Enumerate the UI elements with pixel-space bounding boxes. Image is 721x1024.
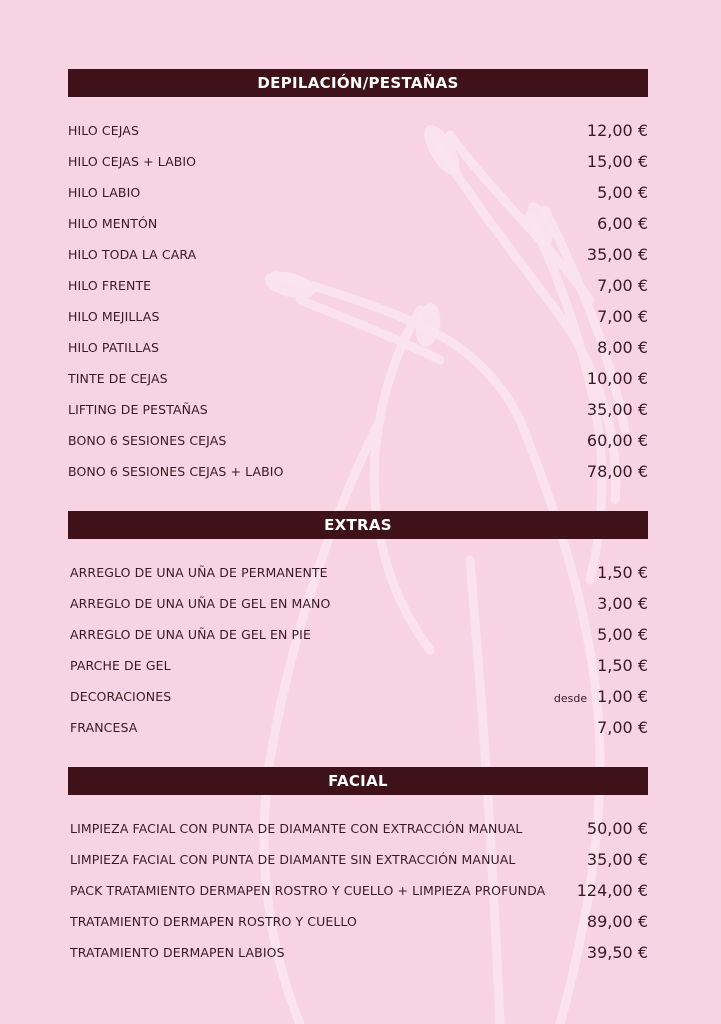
item-price: 15,00 € — [586, 152, 648, 171]
item-name: BONO 6 SESIONES CEJAS — [68, 433, 227, 448]
section-extras — [68, 511, 648, 743]
item-price: 12,00 € — [586, 121, 648, 140]
item-name: PARCHE DE GEL — [70, 658, 171, 673]
item-price: 35,00 € — [586, 400, 648, 419]
list-item — [68, 239, 648, 270]
item-price: 124,00 € — [576, 881, 648, 900]
item-name: TRATAMIENTO DERMAPEN LABIOS — [70, 945, 285, 960]
item-price: 1,00 € — [597, 687, 648, 706]
list-item — [68, 363, 648, 394]
item-price: 6,00 € — [597, 214, 648, 233]
item-price: 35,00 € — [586, 850, 648, 869]
item-name: ARREGLO DE UNA UÑA DE GEL EN PIE — [70, 627, 311, 642]
item-name: LIFTING DE PESTAÑAS — [68, 402, 208, 417]
item-price: 7,00 € — [597, 307, 648, 326]
item-name: TINTE DE CEJAS — [68, 371, 168, 386]
list-item — [68, 208, 648, 239]
item-name: DECORACIONES — [70, 689, 172, 704]
list-item — [68, 332, 648, 363]
section-title: FACIAL — [68, 767, 648, 795]
list-item — [68, 681, 648, 712]
item-price: 8,00 € — [597, 338, 648, 357]
list-item — [68, 813, 648, 844]
item-name: FRANCESA — [70, 720, 138, 735]
item-price: 5,00 € — [597, 625, 648, 644]
list-item — [68, 937, 648, 968]
item-name: PACK TRATAMIENTO DERMAPEN ROSTRO Y CUELLO + LIMPIEZA PROFUNDA — [70, 883, 546, 898]
list-item — [68, 456, 648, 487]
item-name: HILO LABIO — [68, 185, 141, 200]
item-name: TRATAMIENTO DERMAPEN ROSTRO Y CUELLO — [70, 914, 357, 929]
list-item — [68, 906, 648, 937]
item-price: 7,00 € — [597, 718, 648, 737]
section-facial — [68, 767, 648, 968]
item-name: LIMPIEZA FACIAL CON PUNTA DE DIAMANTE CON EXTRACCIÓN MANUAL — [70, 821, 523, 836]
item-name: BONO 6 SESIONES CEJAS + LABIO — [68, 464, 284, 479]
item-price: 35,00 € — [586, 245, 648, 264]
item-name: HILO FRENTE — [68, 278, 152, 293]
list-item — [68, 650, 648, 681]
item-name: HILO CEJAS — [68, 123, 139, 138]
list-item — [68, 557, 648, 588]
item-price: 39,50 € — [586, 943, 648, 962]
list-item — [68, 588, 648, 619]
list-item — [68, 146, 648, 177]
item-price: 89,00 € — [586, 912, 648, 931]
item-price: 10,00 € — [586, 369, 648, 388]
list-item — [68, 712, 648, 743]
price-prefix: desde — [553, 692, 588, 705]
item-price: 1,50 € — [597, 563, 648, 582]
list-item — [68, 301, 648, 332]
item-list — [68, 813, 648, 968]
item-list — [68, 557, 648, 743]
item-name: ARREGLO DE UNA UÑA DE GEL EN MANO — [70, 596, 331, 611]
item-name: HILO CEJAS + LABIO — [68, 154, 197, 169]
list-item — [68, 270, 648, 301]
item-price: 1,50 € — [597, 656, 648, 675]
item-price: 50,00 € — [586, 819, 648, 838]
list-item — [68, 177, 648, 208]
list-item — [68, 115, 648, 146]
item-price: 78,00 € — [586, 462, 648, 481]
list-item — [68, 394, 648, 425]
item-list — [68, 115, 648, 487]
price-list — [68, 69, 648, 968]
item-price: 60,00 € — [586, 431, 648, 450]
item-name: ARREGLO DE UNA UÑA DE PERMANENTE — [70, 565, 328, 580]
item-price: 7,00 € — [597, 276, 648, 295]
section-title: EXTRAS — [68, 511, 648, 539]
section-title: DEPILACIÓN/PESTAÑAS — [68, 69, 648, 97]
item-name: HILO MEJILLAS — [68, 309, 160, 324]
list-item — [68, 875, 648, 906]
item-name: HILO TODA LA CARA — [68, 247, 197, 262]
item-name: HILO MENTÓN — [68, 216, 158, 231]
item-name: HILO PATILLAS — [68, 340, 160, 355]
item-name: LIMPIEZA FACIAL CON PUNTA DE DIAMANTE SIN EXTRACCIÓN MANUAL — [70, 852, 516, 867]
list-item — [68, 619, 648, 650]
section-depilacion-pestanas — [68, 69, 648, 487]
item-price: 3,00 € — [597, 594, 648, 613]
item-price: 5,00 € — [597, 183, 648, 202]
list-item — [68, 425, 648, 456]
list-item — [68, 844, 648, 875]
